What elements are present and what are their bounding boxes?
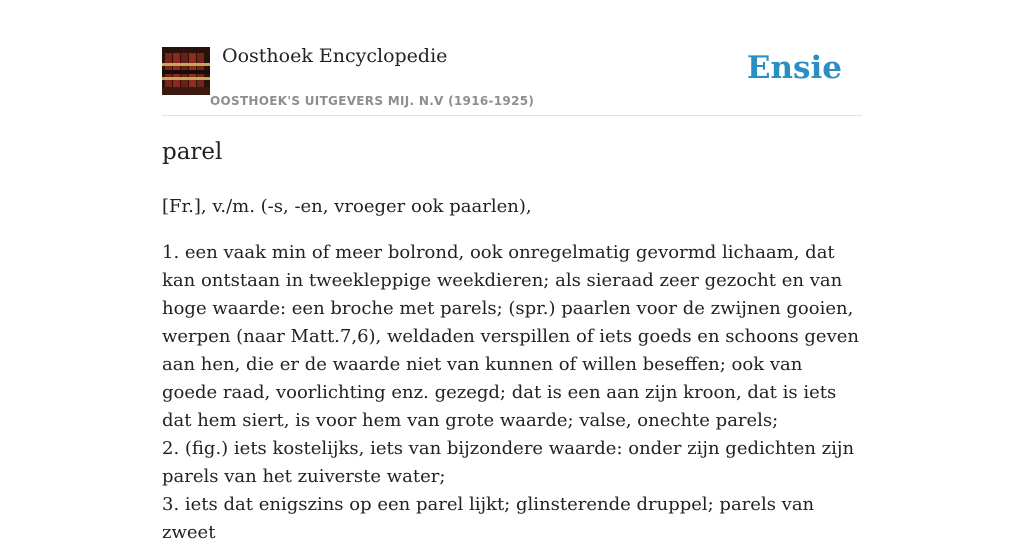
definition-item: 3. iets dat enigszins op een parel lijkt; glinsterende druppel; parels van zweet <box>162 494 815 543</box>
definition-list <box>162 239 862 547</box>
encyclopedia-books-icon[interactable] <box>162 47 210 95</box>
ensie-brand-link[interactable]: Ensie <box>746 50 842 86</box>
definition-item: 1. een vaak min of meer bolrond, ook onregelmatig gevormd lichaam, dat kan ontstaan in tweekleppige weekdieren; als sieraad zeer gezocht en van hoge waarde: een broche met parels; (spr.) paarlen voor de zwijnen gooien, werpen (naar Matt.7,6), weldaden verspillen of iets goeds en schoons geven aan hen, die er de waarde niet van kunnen of willen beseffen; ook van goede raad, voorlichting enz. gezegd; dat is een aan zijn kroon, dat is iets dat hem siert, is voor hem van grote waarde; valse, onechte parels; <box>162 242 859 431</box>
definition-item: 2. (fig.) iets kostelijks, iets van bijzondere waarde: onder zijn gedichten zijn parels van het zuiverste water; <box>162 438 855 487</box>
entry-title: parel <box>162 139 223 165</box>
site-header <box>162 0 862 116</box>
entry-grammar: [Fr.], v./m. (-s, -en, vroeger ook paarlen), <box>162 196 532 217</box>
page-container <box>162 0 862 543</box>
site-title[interactable]: Oosthoek Encyclopedie <box>222 45 448 67</box>
publisher-subtitle: OOSTHOEK'S UITGEVERS MIJ. N.V (1916-1925) <box>210 94 535 108</box>
